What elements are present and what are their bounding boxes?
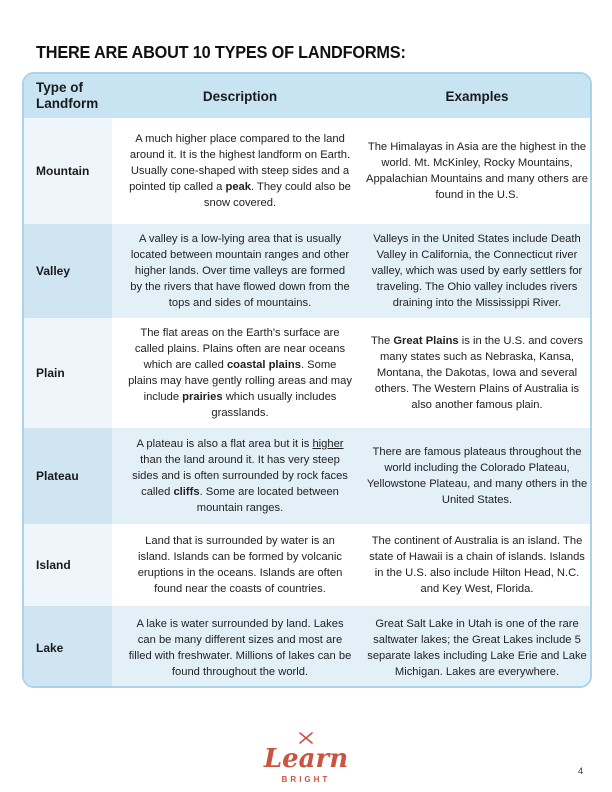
table-row-plain [24,318,590,428]
text-run: The Himalayas in Asia are the highest in the world. Mt. McKinley, Rocky Mountains, Appalachian Mountains and many others are found in the U.S. [365,141,589,201]
table-row-plateau [24,428,590,524]
text-run: which usually includes grasslands. [211,391,337,419]
table-row-mountain [24,118,590,224]
text-run: higher [312,438,344,450]
logo-word: Learn [263,744,349,774]
text-run: A valley is a low-lying area that is usually located between mountain ranges and other higher lands. Over time valleys are formed by the rivers that have flowed down from the tops and sides of mountains. [130,233,350,309]
text-run: . They could also be snow covered. [203,181,351,209]
text-run: peak [225,181,251,193]
text-run: coastal plains [226,359,301,371]
column-header-type: Type of Landform [36,80,99,111]
text-run: Great Plains [393,335,459,347]
text-run: A lake is water surrounded by land. Lakes can be many different sizes and most are filled with freshwater. Millions of lakes can be found throughout the world. [128,618,352,678]
table-row-island [24,524,590,606]
landform-examples [364,118,590,224]
page-title: THERE ARE ABOUT 10 TYPES OF LANDFORMS: [36,42,406,62]
text-run: A much higher place compared to the land around it. It is the highest landform on Earth. Usually cone-shaped with steep sides and a pointed tip called a [129,133,351,193]
landform-name: Valley [24,224,112,318]
table-row-lake [24,606,590,688]
landform-examples [364,318,590,428]
landform-examples [364,224,590,318]
text-run: The flat areas on the Earth's surface are called plains. Plains often are near oceans which are called [134,327,346,371]
logo-subword: BRIGHT [281,775,331,784]
table-row-valley [24,224,590,318]
text-run: . Some are located between mountain ranges. [196,486,339,514]
landform-description [128,524,352,606]
text-run: than the land around it. It has very steep sides and is often surrounded by rock faces called [132,454,348,498]
column-header-description: Description [202,88,278,104]
text-run: The [370,335,394,347]
landform-name: Lake [24,606,112,688]
landform-name: Island [24,524,112,606]
landform-examples [364,524,590,606]
table-header [24,74,590,118]
text-run: . Some plains may have gently rolling areas and may include [128,359,352,403]
landform-name: Plateau [24,428,112,524]
text-run: There are famous plateaus throughout the world including the Colorado Plateau, Yellowstone Plateau, and many others in the United States. [366,446,588,506]
landform-examples [364,606,590,688]
landforms-table [22,72,592,688]
landform-name: Plain [24,318,112,428]
text-run: prairies [182,391,223,403]
text-run: Great Salt Lake in Utah is one of the rare saltwater lakes; the Great Lakes include 5 separate lakes including Lake Erie and Lake Michigan. Lakes are everywhere. [367,618,587,678]
text-run: Valleys in the United States include Death Valley in California, the Connecticut river valley, which was used by early settlers for traveling. The Ohio valley includes rivers draining into the Mississippi River. [371,233,583,309]
text-run: A plateau is also a flat area but it is [136,438,313,450]
learn-bright-logo [252,730,360,786]
landform-description [128,428,352,524]
text-run: cliffs [173,486,200,498]
crossed-pencils-icon [300,733,312,743]
landform-description [128,224,352,318]
text-run: The continent of Australia is an island. The state of Hawaii is a chain of islands. Islands in the U.S. also include Hilton Head, N.C. and Key West, Florida. [369,535,585,595]
landform-examples [364,428,590,524]
landform-description [128,118,352,224]
page-number: 4 [578,766,584,776]
text-run: Land that is surrounded by water is an island. Islands can be formed by volcanic eruptions in the oceans. Islands are often found near the coasts of countries. [137,535,343,595]
text-run: is in the U.S. and covers many states such as Nebraska, Kansa, Montana, the Dakotas, Iowa and several others. The Western Plains of Australia is also another famous plain. [374,335,584,411]
landform-name: Mountain [24,118,112,224]
landform-description [128,606,352,688]
landform-description [128,318,352,428]
column-header-examples: Examples [445,88,509,104]
